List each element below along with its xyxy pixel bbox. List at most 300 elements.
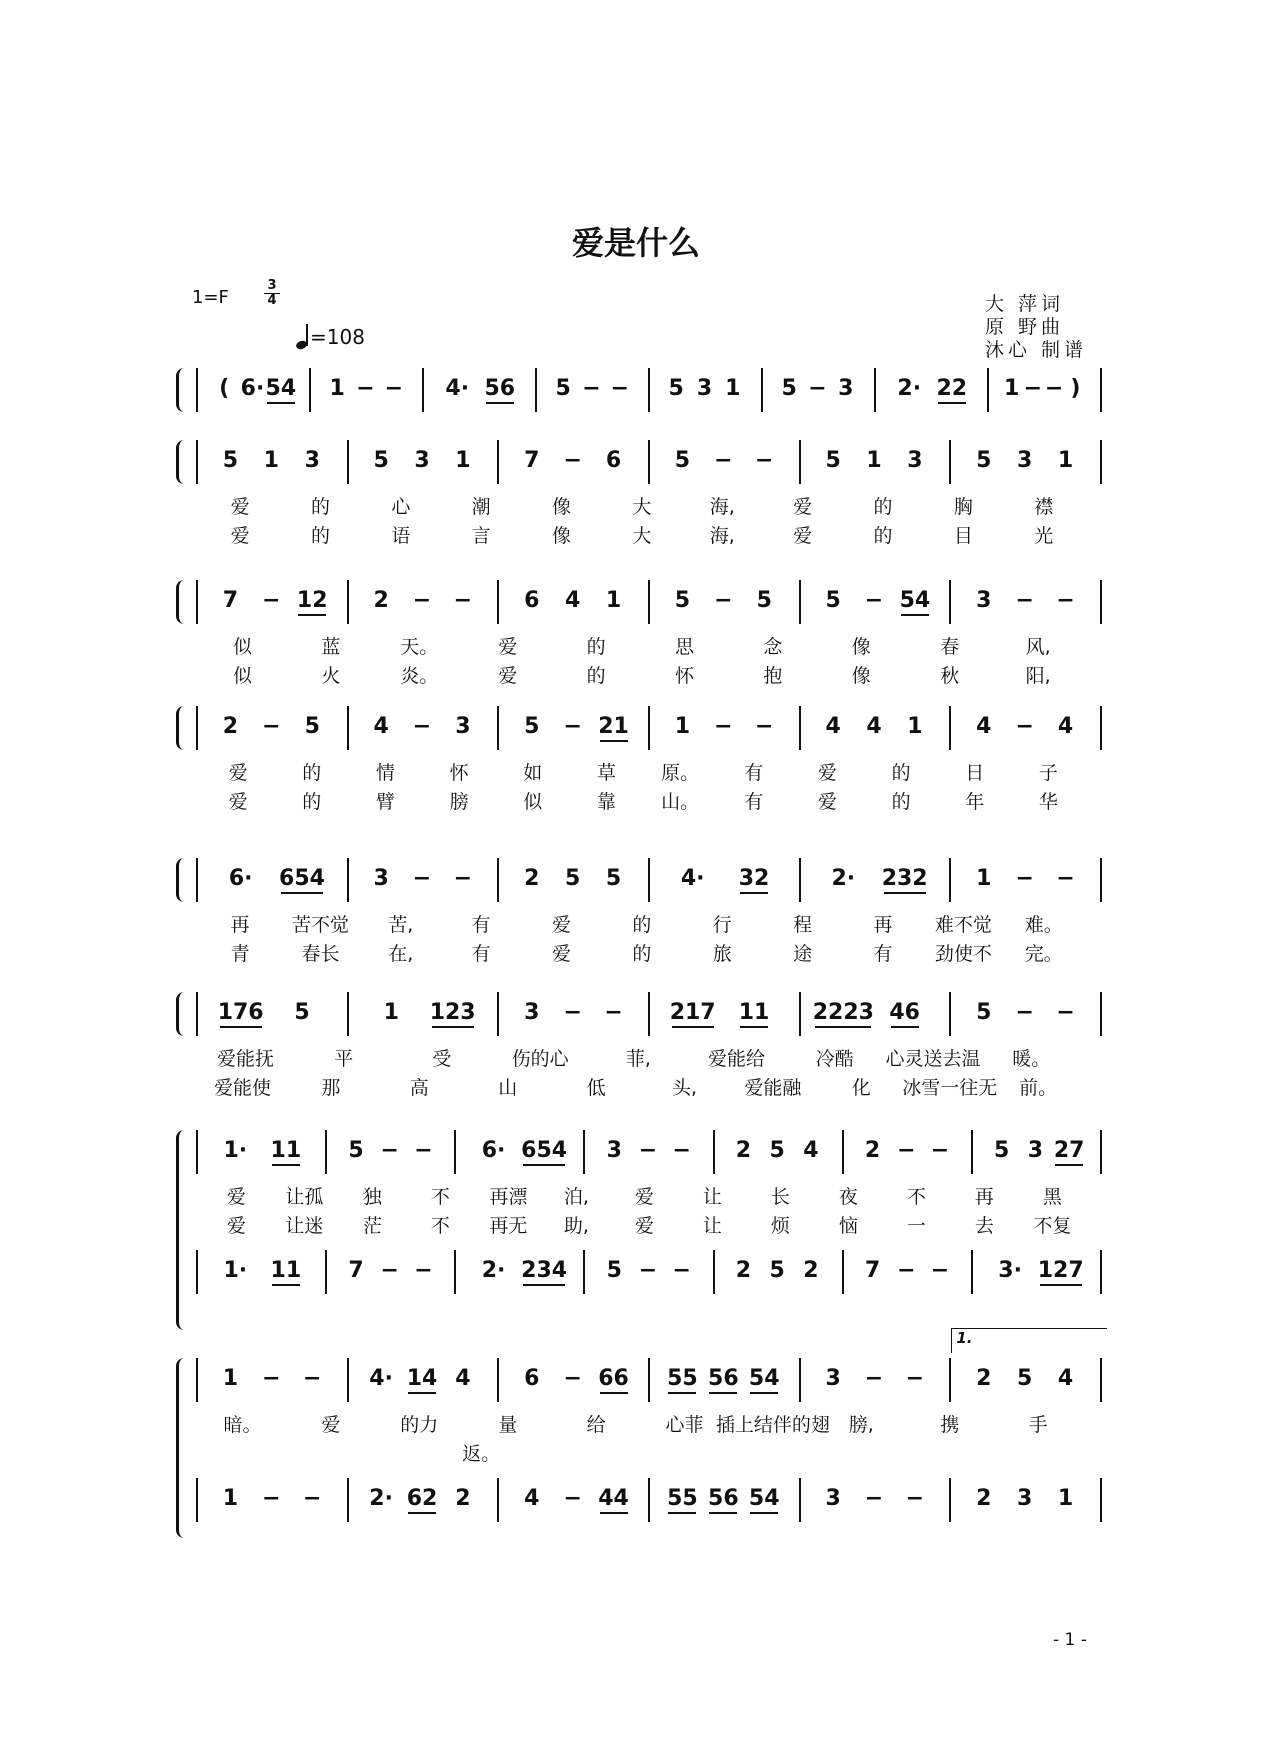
beam-underline — [901, 614, 929, 616]
tempo-marking — [296, 323, 365, 349]
lyric-word: 海, — [709, 525, 735, 547]
note: 1 — [725, 376, 741, 401]
lyric-word: 爱 — [634, 1186, 654, 1208]
note: 6· — [240, 376, 265, 401]
lyric-word: 爱能给 — [708, 1048, 766, 1070]
note: − — [414, 1138, 433, 1163]
note: − — [808, 376, 827, 401]
lyric-word: 有 — [471, 914, 491, 936]
note: 12 — [296, 588, 328, 613]
note: 4· — [369, 1366, 393, 1391]
lyric-word: 的 — [310, 496, 330, 518]
note: 1 — [329, 376, 345, 401]
note: − — [1015, 1000, 1034, 1025]
lyric-word: 目 — [953, 525, 973, 547]
lyric-word: 山。 — [661, 791, 700, 813]
note: 6 — [524, 588, 540, 613]
barline — [648, 368, 650, 412]
note: 5 — [976, 1000, 992, 1025]
brace — [176, 580, 187, 624]
note: − — [262, 588, 281, 613]
lyric-word: 不 — [906, 1186, 926, 1208]
lyric-word: 心 — [391, 496, 411, 518]
lyric-word: 爱 — [226, 1215, 246, 1237]
lyric-word: 的 — [873, 496, 893, 518]
note: − — [262, 714, 281, 739]
note: − — [1015, 588, 1034, 613]
note: 5 — [1017, 1366, 1033, 1391]
note: 5 — [994, 1138, 1010, 1163]
barline — [1100, 1478, 1102, 1522]
beam-underline — [432, 1026, 474, 1028]
barline — [713, 1130, 715, 1174]
lyric-word: 有 — [744, 762, 764, 784]
lyric-word: 日 — [965, 762, 985, 784]
lyric-word: 有 — [873, 943, 893, 965]
note: 654 — [279, 866, 325, 891]
barline — [1100, 440, 1102, 484]
lyric-word: 爱 — [226, 1186, 246, 1208]
lyric-word: 烦 — [770, 1215, 790, 1237]
barline — [196, 1130, 198, 1174]
note: 4 — [565, 588, 581, 613]
note: − — [303, 1486, 322, 1511]
note: 5 — [781, 376, 797, 401]
note: 3 — [524, 1000, 540, 1025]
note: 5 — [606, 1258, 622, 1283]
note: − — [453, 588, 473, 613]
lyric-word: 头, — [671, 1077, 698, 1099]
lyric-word: 膀, — [848, 1414, 874, 1436]
lyric-word: 冷酷 — [815, 1048, 854, 1070]
note: − — [714, 714, 733, 739]
note: 2 — [735, 1138, 752, 1163]
lyric-word: 有 — [471, 943, 491, 965]
note: 5 — [976, 448, 992, 473]
note: 5 — [674, 588, 691, 613]
note: − — [714, 448, 733, 473]
beam-underline — [600, 1512, 628, 1514]
note: − — [563, 714, 582, 739]
note: 5 — [769, 1138, 785, 1163]
lyric-word: 的 — [586, 665, 606, 687]
note: 3 — [1017, 448, 1033, 473]
note: 5 — [565, 866, 581, 891]
note: − — [604, 1000, 623, 1025]
lyric-word: 春 — [940, 636, 960, 658]
note: 7 — [348, 1258, 364, 1283]
lyric-word: 似 — [233, 665, 253, 687]
note: − — [755, 714, 774, 739]
lyric-word: 膀 — [449, 791, 469, 813]
barline — [799, 1358, 801, 1402]
barline — [842, 1250, 844, 1294]
note: − — [262, 1486, 281, 1511]
lyric-word: 的 — [873, 525, 893, 547]
barline — [1100, 368, 1102, 412]
lyric-word: 像 — [552, 525, 572, 547]
lyric-word: 光 — [1034, 525, 1054, 547]
lyric-word: 思 — [675, 636, 695, 658]
lyric-word: 那 — [321, 1077, 341, 1099]
note: 55 — [667, 1486, 698, 1511]
beam-underline — [740, 1026, 768, 1028]
beam-underline — [298, 614, 326, 616]
note: 6 — [605, 448, 622, 473]
note: 123 — [429, 1000, 476, 1025]
brace — [176, 440, 187, 484]
barline — [347, 1358, 349, 1402]
lyric-word: 难不觉 — [934, 914, 992, 936]
brace — [176, 706, 187, 750]
beam-underline — [523, 1164, 565, 1166]
lyric-word: 夜 — [838, 1186, 858, 1208]
lyric-word: 暖。 — [1012, 1048, 1051, 1070]
barline — [196, 858, 198, 902]
note: − — [380, 1258, 399, 1283]
barline — [842, 1130, 844, 1174]
note: 3 — [606, 1138, 622, 1163]
beam-underline — [486, 402, 514, 404]
note: 5 — [825, 588, 841, 613]
barline — [949, 440, 951, 484]
note: 5 — [348, 1138, 364, 1163]
note: − — [610, 376, 630, 401]
note: − — [864, 1366, 884, 1391]
note: 2 — [864, 1138, 881, 1163]
note: 2223 — [812, 1000, 874, 1025]
lyric-word: 再 — [974, 1186, 994, 1208]
barline — [196, 1250, 198, 1294]
barline — [325, 1130, 327, 1174]
note: − — [412, 714, 432, 739]
beam-underline — [272, 1164, 300, 1166]
lyric-word: 独 — [362, 1186, 382, 1208]
barline — [196, 440, 198, 484]
lyric-word: 海, — [709, 496, 735, 518]
lyric-word: 语 — [391, 525, 411, 547]
lyric-word: 让 — [702, 1215, 722, 1237]
note: 176 — [217, 1000, 264, 1025]
lyric-word: 让迷 — [285, 1215, 324, 1237]
lyric-word: 春长 — [301, 943, 340, 965]
barline — [1100, 1358, 1102, 1402]
lyric-word: 的 — [632, 943, 652, 965]
lyric-word: 不 — [430, 1186, 450, 1208]
barline — [713, 1250, 715, 1294]
lyric-word: 似 — [523, 791, 543, 813]
barline — [761, 368, 763, 412]
note: 32 — [738, 866, 770, 891]
barline — [196, 580, 198, 624]
barline — [422, 368, 424, 412]
lyric-word: 臂 — [375, 791, 395, 813]
note: 5 — [222, 448, 239, 473]
note: 6 — [524, 1366, 540, 1391]
note: − — [672, 1138, 691, 1163]
note: 56 — [484, 376, 516, 401]
note: 2 — [976, 1486, 992, 1511]
note: 232 — [881, 866, 928, 891]
note: − — [262, 1366, 281, 1391]
note: − — [905, 1366, 925, 1391]
lyric-word: 华 — [1038, 791, 1058, 813]
lyric-word: 受 — [432, 1048, 452, 1070]
lyric-word: 菲, — [625, 1048, 651, 1070]
lyric-word: 像 — [552, 496, 572, 518]
engraver-credit: 沐心 制谱 — [985, 339, 1088, 361]
note: 2 — [976, 1366, 992, 1391]
lyric-word: 前。 — [1019, 1077, 1058, 1099]
note: − — [1056, 1000, 1075, 1025]
note: − — [414, 1258, 433, 1283]
lyric-word: 插上结伴的翅 — [715, 1414, 830, 1436]
note: 3 — [825, 1486, 841, 1511]
lyric-word: 返。 — [462, 1443, 501, 1465]
note: − — [1023, 376, 1043, 401]
lyric-word: 让 — [702, 1186, 722, 1208]
lyric-word: 化 — [851, 1077, 871, 1099]
note: 62 — [406, 1486, 438, 1511]
barline — [949, 858, 951, 902]
beam-underline — [1055, 1164, 1083, 1166]
note: 11 — [270, 1258, 302, 1283]
note: 4 — [524, 1486, 540, 1511]
barline — [347, 992, 349, 1036]
note: 4· — [445, 376, 470, 401]
note: 5 — [605, 866, 622, 891]
note: − — [672, 1258, 691, 1283]
lyric-word: 火 — [321, 665, 341, 687]
note: 3 — [1027, 1138, 1044, 1163]
note: 5 — [294, 1000, 310, 1025]
note: − — [563, 1000, 582, 1025]
lyric-word: 爱 — [498, 636, 518, 658]
note: 3 — [825, 1366, 841, 1391]
note: 4 — [1057, 1366, 1074, 1391]
lyric-word: 的 — [302, 791, 322, 813]
barline — [949, 1478, 951, 1522]
time-signature-top: 3 — [267, 278, 277, 293]
note: 44 — [598, 1486, 629, 1511]
barline — [196, 992, 198, 1036]
lyric-word: 爱 — [793, 525, 813, 547]
beam-underline — [220, 1026, 262, 1028]
lyric-word: 年 — [965, 791, 985, 813]
barline — [949, 580, 951, 624]
lyric-word: 大 — [632, 525, 652, 547]
beam-underline — [272, 1284, 300, 1286]
barline — [583, 1250, 585, 1294]
note: 6· — [481, 1138, 506, 1163]
barline — [648, 706, 650, 750]
barline — [799, 580, 801, 624]
lyric-word: 平 — [334, 1048, 354, 1070]
barline — [799, 706, 801, 750]
note: 5 — [668, 376, 684, 401]
note: − — [563, 1486, 582, 1511]
note: 21 — [598, 714, 629, 739]
note: 4 — [976, 714, 992, 739]
lyric-word: 高 — [409, 1077, 429, 1099]
barline — [497, 580, 499, 624]
note: − — [582, 376, 601, 401]
note: 4 — [825, 714, 841, 739]
barline — [949, 992, 951, 1036]
barline — [1100, 580, 1102, 624]
note: − — [1056, 588, 1075, 613]
note: 54 — [265, 376, 297, 401]
song-title: 爱是什么 — [571, 224, 700, 262]
beam-underline — [600, 740, 628, 742]
lyric-word: 旅 — [712, 943, 732, 965]
barline — [454, 1130, 456, 1174]
lyric-word: 似 — [233, 636, 253, 658]
barline — [648, 858, 650, 902]
lyric-word: 情 — [375, 762, 395, 784]
barline — [347, 580, 349, 624]
lyric-word: 的 — [310, 525, 330, 547]
lyricist-credit: 大 萍词 — [985, 293, 1065, 315]
brace — [176, 992, 187, 1036]
note: − — [412, 588, 432, 613]
barline — [497, 858, 499, 902]
beam-underline — [668, 1512, 696, 1514]
barline — [347, 1478, 349, 1522]
barline — [309, 368, 311, 412]
note: 7 — [222, 588, 239, 613]
barline — [971, 1130, 973, 1174]
lyric-word: 黑 — [1042, 1186, 1062, 1208]
lyric-word: 去 — [974, 1215, 994, 1237]
lyric-word: 青 — [230, 943, 250, 965]
note: 3 — [414, 448, 430, 473]
note: 1 — [222, 1486, 239, 1511]
lyric-word: 的 — [302, 762, 322, 784]
beam-underline — [891, 1026, 919, 1028]
volta-bracket — [951, 1328, 1107, 1353]
beam-underline — [750, 1392, 778, 1394]
note: − — [563, 1366, 582, 1391]
lyric-word: 爱 — [793, 496, 813, 518]
lyric-word: 让孤 — [285, 1186, 324, 1208]
barline — [497, 1478, 499, 1522]
note: 54 — [748, 1366, 780, 1391]
barline — [1100, 858, 1102, 902]
barline — [949, 706, 951, 750]
note: 1 — [1057, 1486, 1074, 1511]
page-number: - 1 - — [1053, 1630, 1087, 1650]
note: − — [303, 1366, 322, 1391]
note: 1 — [1057, 448, 1074, 473]
lyric-word: 暗。 — [223, 1414, 262, 1436]
lyric-word: 如 — [523, 762, 543, 784]
beam-underline — [740, 892, 768, 894]
lyric-word: 草 — [596, 762, 616, 784]
beam-underline — [600, 1392, 628, 1394]
time-signature-bottom: 4 — [267, 293, 277, 308]
key-signature: 1=F — [192, 287, 229, 308]
note: 2 — [222, 714, 239, 739]
lyric-word: 爱 — [228, 762, 248, 784]
note: 3 — [373, 866, 389, 891]
barline — [535, 368, 537, 412]
note: 2 — [524, 866, 540, 891]
note: − — [384, 376, 404, 401]
note: 22 — [936, 376, 968, 401]
note: − — [930, 1258, 950, 1283]
lyric-word: 再无 — [489, 1215, 528, 1237]
lyric-word: 秋 — [940, 665, 960, 687]
lyric-word: 大 — [632, 496, 652, 518]
barline — [454, 1250, 456, 1294]
lyric-word: 怀 — [449, 762, 469, 784]
note: ) — [1070, 376, 1081, 401]
barline — [196, 1478, 198, 1522]
barline — [648, 1358, 650, 1402]
barline — [347, 440, 349, 484]
lyric-word: 像 — [851, 636, 871, 658]
note: 1 — [907, 714, 923, 739]
lyric-word: 爱 — [498, 665, 518, 687]
lyric-word: 像 — [851, 665, 871, 687]
lyric-word: 低 — [586, 1077, 606, 1099]
lyric-word: 一 — [906, 1215, 926, 1237]
note: 5 — [756, 588, 772, 613]
note: 1 — [976, 866, 992, 891]
lyric-word: 怀 — [675, 665, 695, 687]
lyric-word: 茫 — [362, 1215, 382, 1237]
barline — [347, 706, 349, 750]
lyric-word: 念 — [763, 636, 783, 658]
note: 56 — [708, 1366, 739, 1391]
beam-underline — [672, 1026, 714, 1028]
lyric-word: 劲使不 — [934, 943, 992, 965]
lyric-word: 原。 — [661, 762, 700, 784]
barline — [799, 440, 801, 484]
note: 4 — [455, 1366, 471, 1391]
note: − — [905, 1486, 925, 1511]
beam-underline — [884, 892, 926, 894]
note: 2· — [369, 1486, 393, 1511]
beam-underline — [709, 1392, 737, 1394]
lyric-word: 助, — [563, 1215, 589, 1237]
note: 1 — [1003, 376, 1020, 401]
note: 4· — [680, 866, 705, 891]
note: − — [380, 1138, 399, 1163]
note: 14 — [406, 1366, 438, 1391]
note: 6· — [228, 866, 253, 891]
note: 7 — [864, 1258, 881, 1283]
barline — [799, 858, 801, 902]
lyric-word: 途 — [793, 943, 813, 965]
lyric-word: 的 — [891, 762, 911, 784]
note: − — [864, 1486, 884, 1511]
note: − — [864, 588, 884, 613]
lyric-word: 手 — [1028, 1414, 1048, 1436]
lyric-word: 有 — [744, 791, 764, 813]
note: 1 — [383, 1000, 399, 1025]
lyric-word: 完。 — [1024, 943, 1063, 965]
lyric-word: 的 — [632, 914, 652, 936]
barline — [799, 1478, 801, 1522]
barline — [648, 440, 650, 484]
note: 1 — [455, 448, 471, 473]
note: − — [412, 866, 432, 891]
note: 3· — [998, 1258, 1022, 1283]
note: − — [897, 1258, 916, 1283]
lyric-word: 苦不觉 — [291, 914, 349, 936]
